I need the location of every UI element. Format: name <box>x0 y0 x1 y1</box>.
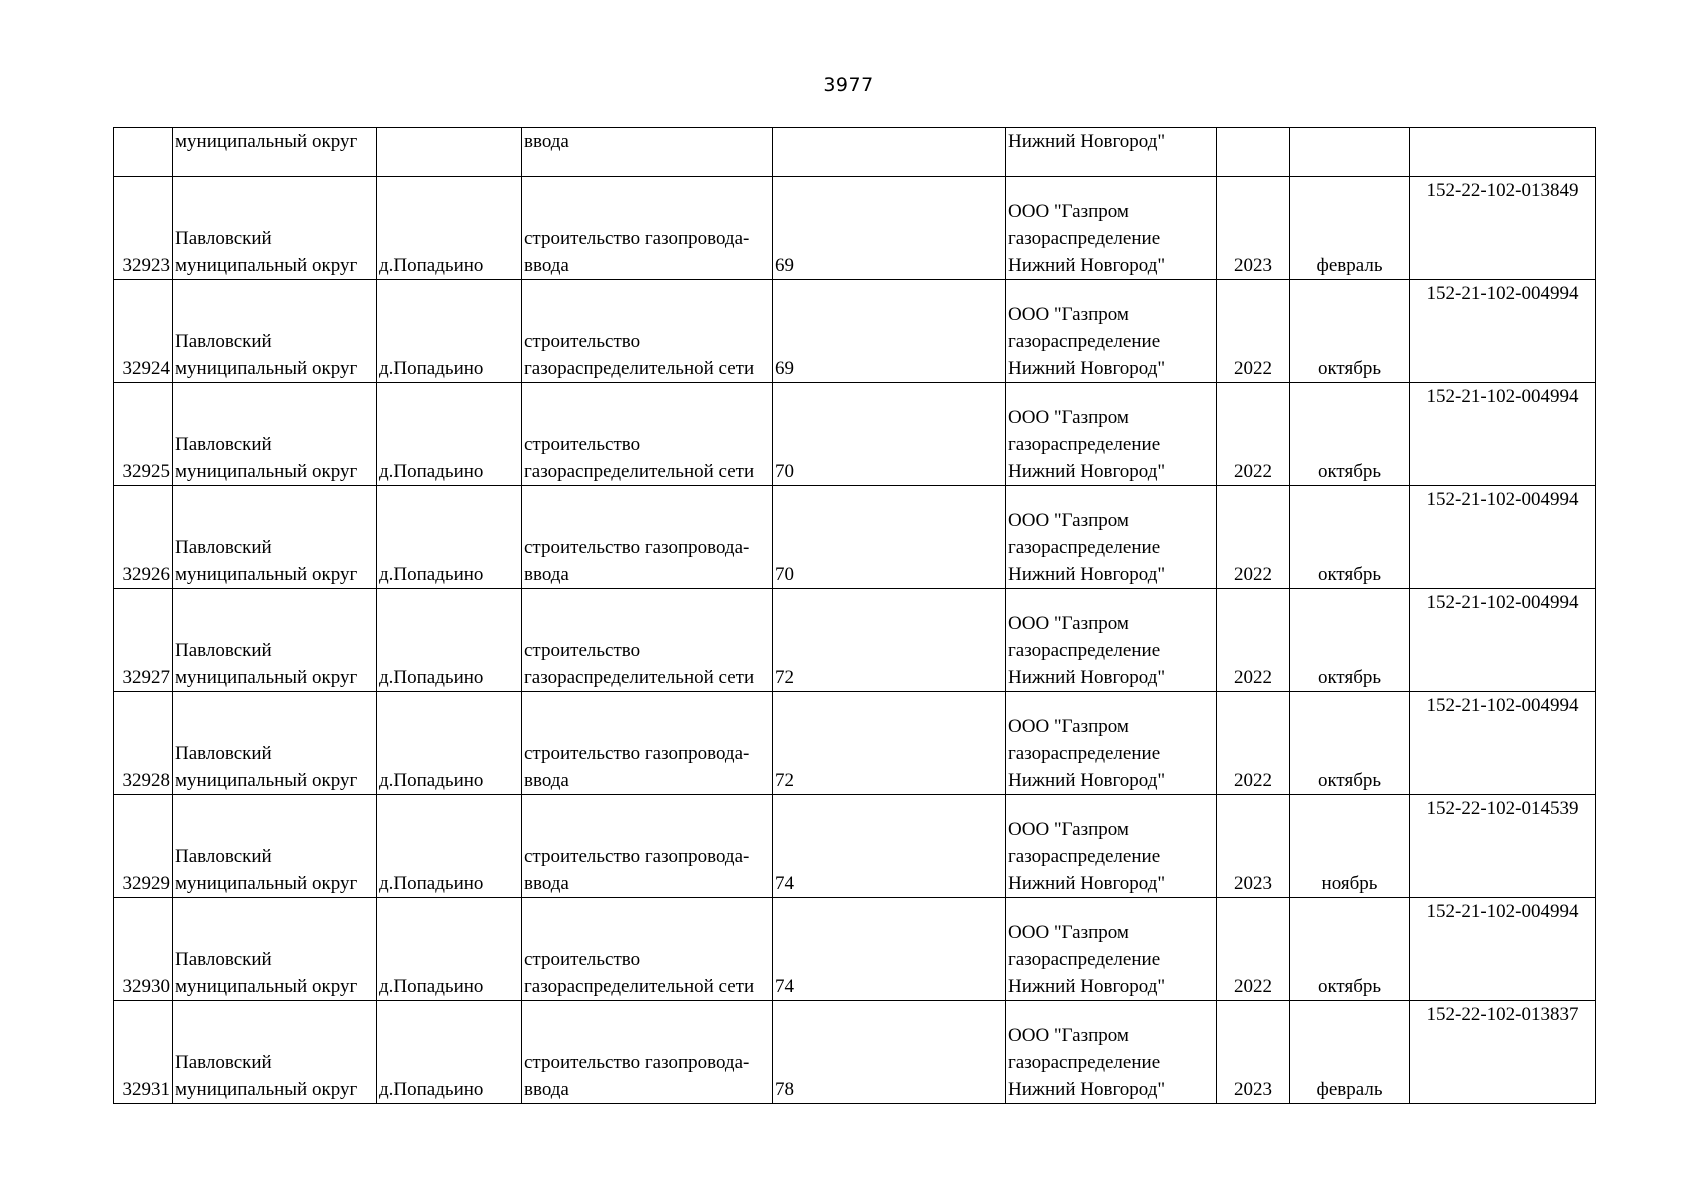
cell-org-line: ООО "Газпром <box>1008 819 1129 840</box>
cell-district-line: Павловский <box>175 228 272 249</box>
cell-house: 69 <box>773 177 1006 280</box>
cell-village: д.Попадьино <box>377 898 522 1001</box>
table-row <box>114 589 1596 692</box>
cell-org <box>1006 280 1217 383</box>
cell-org-line: Нижний Новгород" <box>1008 1079 1166 1100</box>
cell-org-line: Нижний Новгород" <box>1008 461 1166 482</box>
cell-num: 32928 <box>114 692 173 795</box>
cell-house: 70 <box>773 486 1006 589</box>
cell-work <box>522 486 773 589</box>
cell-month: ноябрь <box>1290 795 1410 898</box>
cell-work: ввода <box>522 128 773 177</box>
cell-code: 152-22-102-014539 <box>1410 795 1596 898</box>
cell-num <box>114 128 173 177</box>
cell-org-line: Нижний Новгород" <box>1008 358 1166 379</box>
cell-district-line: муниципальный округ <box>175 667 358 688</box>
cell-district-line: Павловский <box>175 537 272 558</box>
cell-org <box>1006 692 1217 795</box>
cell-org-line: газораспределение <box>1008 537 1161 558</box>
cell-num: 32927 <box>114 589 173 692</box>
cell-village: д.Попадьино <box>377 177 522 280</box>
cell-org <box>1006 1001 1217 1104</box>
cell-code: 152-22-102-013837 <box>1410 1001 1596 1104</box>
cell-work <box>522 177 773 280</box>
cell-district <box>173 177 377 280</box>
cell-village: д.Попадьино <box>377 280 522 383</box>
cell-district-line: муниципальный округ <box>175 976 358 997</box>
cell-village: д.Попадьино <box>377 383 522 486</box>
table-row <box>114 383 1596 486</box>
cell-work-line: ввода <box>524 770 569 791</box>
registry-body <box>114 128 1596 1104</box>
cell-house: 74 <box>773 898 1006 1001</box>
cell-work-line: строительство газопровода- <box>524 743 750 764</box>
cell-org-line: ООО "Газпром <box>1008 922 1129 943</box>
cell-house: 72 <box>773 692 1006 795</box>
cell-district-line: Павловский <box>175 434 272 455</box>
cell-year: 2022 <box>1217 486 1290 589</box>
cell-month: октябрь <box>1290 898 1410 1001</box>
cell-num: 32926 <box>114 486 173 589</box>
cell-work-line: ввода <box>524 873 569 894</box>
cell-district-line: Павловский <box>175 846 272 867</box>
cell-org-line: газораспределение <box>1008 640 1161 661</box>
cell-code: 152-21-102-004994 <box>1410 898 1596 1001</box>
cell-org-line: газораспределение <box>1008 228 1161 249</box>
table-row <box>114 486 1596 589</box>
cell-district <box>173 280 377 383</box>
cell-district-line: Павловский <box>175 331 272 352</box>
cell-work <box>522 898 773 1001</box>
cell-village: д.Попадьино <box>377 795 522 898</box>
cell-district <box>173 383 377 486</box>
cell-work-line: строительство газопровода- <box>524 1052 750 1073</box>
cell-org-line: газораспределение <box>1008 846 1161 867</box>
cell-code: 152-21-102-004994 <box>1410 692 1596 795</box>
cell-num: 32929 <box>114 795 173 898</box>
cell-month: октябрь <box>1290 692 1410 795</box>
cell-org-line: газораспределение <box>1008 331 1161 352</box>
table-row <box>114 898 1596 1001</box>
cell-district-line: муниципальный округ <box>175 770 358 791</box>
cell-org <box>1006 795 1217 898</box>
cell-work <box>522 280 773 383</box>
cell-year: 2022 <box>1217 589 1290 692</box>
cell-org-line: ООО "Газпром <box>1008 1025 1129 1046</box>
cell-year: 2023 <box>1217 177 1290 280</box>
cell-num: 32923 <box>114 177 173 280</box>
cell-org-line: Нижний Новгород" <box>1008 564 1166 585</box>
cell-month: февраль <box>1290 177 1410 280</box>
cell-district-line: муниципальный округ <box>175 461 358 482</box>
continuation-row <box>114 128 1596 177</box>
cell-work-line: строительство газопровода- <box>524 846 750 867</box>
cell-district-line: муниципальный округ <box>175 358 358 379</box>
cell-village: д.Попадьино <box>377 1001 522 1104</box>
registry-table <box>113 127 1596 1104</box>
cell-org-line: ООО "Газпром <box>1008 510 1129 531</box>
table-row <box>114 795 1596 898</box>
cell-work-line: строительство <box>524 434 641 455</box>
cell-month: октябрь <box>1290 280 1410 383</box>
cell-district-line: Павловский <box>175 743 272 764</box>
cell-org <box>1006 898 1217 1001</box>
cell-house: 74 <box>773 795 1006 898</box>
cell-year: 2022 <box>1217 280 1290 383</box>
table-row <box>114 280 1596 383</box>
cell-month <box>1290 128 1410 177</box>
cell-work <box>522 1001 773 1104</box>
cell-code: 152-21-102-004994 <box>1410 383 1596 486</box>
cell-house: 78 <box>773 1001 1006 1104</box>
cell-org-line: Нижний Новгород" <box>1008 873 1166 894</box>
cell-work-line: ввода <box>524 1079 569 1100</box>
cell-work-line: ввода <box>524 564 569 585</box>
table-row <box>114 177 1596 280</box>
cell-district-line: Павловский <box>175 640 272 661</box>
cell-village: д.Попадьино <box>377 486 522 589</box>
cell-district-line: Павловский <box>175 1052 272 1073</box>
cell-org <box>1006 383 1217 486</box>
cell-work <box>522 692 773 795</box>
cell-org: Нижний Новгород" <box>1006 128 1217 177</box>
cell-year: 2022 <box>1217 383 1290 486</box>
cell-code: 152-21-102-004994 <box>1410 280 1596 383</box>
cell-district <box>173 486 377 589</box>
cell-year: 2023 <box>1217 1001 1290 1104</box>
cell-work-line: строительство газопровода- <box>524 537 750 558</box>
cell-org <box>1006 486 1217 589</box>
cell-district-line: Павловский <box>175 949 272 970</box>
cell-code <box>1410 128 1596 177</box>
cell-org-line: газораспределение <box>1008 434 1161 455</box>
cell-org <box>1006 589 1217 692</box>
cell-org-line: газораспределение <box>1008 1052 1161 1073</box>
cell-org <box>1006 177 1217 280</box>
cell-org-line: ООО "Газпром <box>1008 304 1129 325</box>
cell-org-line: газораспределение <box>1008 743 1161 764</box>
cell-org-line: ООО "Газпром <box>1008 613 1129 634</box>
cell-year: 2022 <box>1217 898 1290 1001</box>
cell-code: 152-21-102-004994 <box>1410 589 1596 692</box>
cell-district <box>173 1001 377 1104</box>
cell-month: октябрь <box>1290 486 1410 589</box>
cell-village: д.Попадьино <box>377 692 522 795</box>
cell-num: 32930 <box>114 898 173 1001</box>
cell-district <box>173 692 377 795</box>
cell-work-line: газораспределительной сети <box>524 667 755 688</box>
cell-code: 152-21-102-004994 <box>1410 486 1596 589</box>
cell-house <box>773 128 1006 177</box>
cell-num: 32931 <box>114 1001 173 1104</box>
cell-org-line: ООО "Газпром <box>1008 407 1129 428</box>
cell-num: 32924 <box>114 280 173 383</box>
cell-work-line: строительство <box>524 331 641 352</box>
cell-year: 2022 <box>1217 692 1290 795</box>
table-row <box>114 692 1596 795</box>
cell-org-line: Нижний Новгород" <box>1008 770 1166 791</box>
cell-house: 69 <box>773 280 1006 383</box>
cell-district-line: муниципальный округ <box>175 1079 358 1100</box>
cell-district <box>173 795 377 898</box>
cell-work-line: строительство <box>524 949 641 970</box>
cell-year <box>1217 128 1290 177</box>
cell-code: 152-22-102-013849 <box>1410 177 1596 280</box>
cell-work <box>522 795 773 898</box>
cell-district: муниципальный округ <box>173 128 377 177</box>
page-number: 3977 <box>823 74 874 96</box>
cell-month: октябрь <box>1290 589 1410 692</box>
cell-work-line: газораспределительной сети <box>524 976 755 997</box>
cell-house: 72 <box>773 589 1006 692</box>
cell-work <box>522 383 773 486</box>
cell-house: 70 <box>773 383 1006 486</box>
cell-village <box>377 128 522 177</box>
cell-district <box>173 589 377 692</box>
cell-district-line: муниципальный округ <box>175 255 358 276</box>
cell-work-line: газораспределительной сети <box>524 461 755 482</box>
cell-month: февраль <box>1290 1001 1410 1104</box>
cell-work-line: газораспределительной сети <box>524 358 755 379</box>
cell-village: д.Попадьино <box>377 589 522 692</box>
cell-district <box>173 898 377 1001</box>
cell-work-line: ввода <box>524 255 569 276</box>
table-row <box>114 1001 1596 1104</box>
cell-work-line: строительство <box>524 640 641 661</box>
cell-org-line: Нижний Новгород" <box>1008 667 1166 688</box>
cell-district-line: муниципальный округ <box>175 873 358 894</box>
cell-year: 2023 <box>1217 795 1290 898</box>
cell-month: октябрь <box>1290 383 1410 486</box>
cell-district-line: муниципальный округ <box>175 564 358 585</box>
cell-work-line: строительство газопровода- <box>524 228 750 249</box>
cell-num: 32925 <box>114 383 173 486</box>
cell-org-line: Нижний Новгород" <box>1008 255 1166 276</box>
cell-org-line: Нижний Новгород" <box>1008 976 1166 997</box>
cell-work <box>522 589 773 692</box>
cell-org-line: ООО "Газпром <box>1008 201 1129 222</box>
cell-org-line: газораспределение <box>1008 949 1161 970</box>
cell-org-line: ООО "Газпром <box>1008 716 1129 737</box>
